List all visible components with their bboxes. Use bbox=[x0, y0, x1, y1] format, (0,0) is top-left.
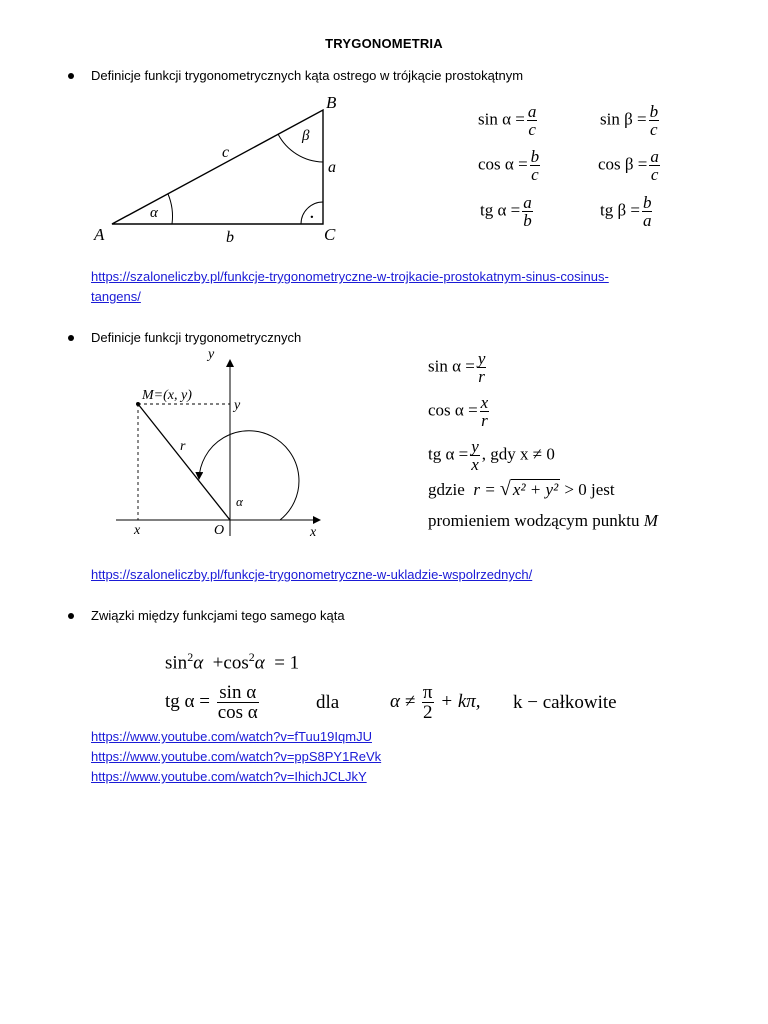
fraction bbox=[522, 194, 533, 229]
fraction bbox=[649, 103, 660, 138]
fraction bbox=[480, 394, 490, 429]
right-triangle-diagram bbox=[88, 92, 348, 252]
radius-lhs: r = bbox=[473, 480, 496, 499]
radius-condition: > 0 jest bbox=[564, 480, 615, 499]
x-axis-label: x bbox=[310, 525, 317, 538]
formula-sin-beta bbox=[600, 103, 661, 138]
formula-tg-beta bbox=[600, 194, 654, 229]
numerator: b bbox=[530, 147, 540, 166]
denominator: b bbox=[523, 211, 532, 230]
formula-lhs: tg β = bbox=[600, 200, 640, 220]
formula-lhs: sin β = bbox=[600, 109, 647, 129]
denominator: c bbox=[528, 120, 536, 139]
youtube-link-2[interactable]: https://www.youtube.com/watch?v=ppS8PY1ReVk bbox=[91, 749, 382, 764]
formula-lhs: cos α = bbox=[428, 400, 478, 420]
tangent-relation bbox=[165, 683, 261, 722]
link-coordinate-functions[interactable]: https://szaloneliczby.pl/funkcje-trygonometryczne-w-ukladzie-wspolrzednych/ bbox=[91, 567, 533, 582]
formula-sin-alpha bbox=[478, 103, 539, 138]
formula-lhs: sin α = bbox=[428, 356, 475, 376]
side-a-label: a bbox=[328, 159, 336, 176]
denominator: a bbox=[642, 211, 652, 230]
link-triangle-functions-line2[interactable]: tangens/ bbox=[91, 289, 141, 304]
y-tick-label: y bbox=[234, 398, 241, 413]
side-c-label: c bbox=[222, 144, 230, 161]
vertex-b-label: B bbox=[326, 93, 337, 112]
youtube-link-3[interactable]: https://www.youtube.com/watch?v=IhichJCLJkY bbox=[91, 769, 367, 784]
denominator: r bbox=[478, 367, 485, 386]
sin-exponent: 2 bbox=[187, 650, 194, 664]
angle-beta-label: β bbox=[302, 128, 310, 144]
fraction bbox=[649, 148, 660, 183]
k-integer-note: k − całkowite bbox=[513, 692, 617, 713]
bullet-text: Związki między funkcjami tego samego kąta bbox=[91, 608, 345, 623]
denominator: x bbox=[471, 455, 479, 474]
formula-radius-definition bbox=[428, 478, 615, 501]
origin-label: O bbox=[214, 523, 225, 538]
radius-line bbox=[138, 404, 230, 520]
numerator: y bbox=[477, 349, 486, 368]
denominator: c bbox=[531, 165, 539, 184]
cond-rhs: + kπ, bbox=[440, 690, 481, 712]
equals-one: = 1 bbox=[274, 652, 300, 674]
bullet-dot-icon bbox=[68, 613, 74, 619]
cos-term: cos bbox=[223, 652, 249, 674]
vertex-a-label: A bbox=[94, 225, 105, 244]
link-triangle-functions-line1[interactable]: https://szaloneliczby.pl/funkcje-trygonometryczne-w-trojkacie-prostokatnym-sinus-cosinus- bbox=[91, 269, 609, 284]
numerator: b bbox=[649, 102, 659, 121]
youtube-link-1[interactable]: https://www.youtube.com/watch?v=fTuu19IqmJU bbox=[91, 729, 372, 744]
formula-lhs: cos α = bbox=[478, 154, 528, 174]
fraction bbox=[642, 194, 653, 229]
formula-tg-alpha bbox=[480, 194, 535, 229]
bullet-text: Definicje funkcji trygonometrycznych bbox=[91, 330, 302, 345]
numerator: sin α bbox=[217, 683, 259, 703]
formula-lhs: sin α = bbox=[478, 109, 525, 129]
bullet-dot-icon bbox=[68, 73, 74, 79]
x-tick-label: x bbox=[134, 523, 141, 538]
formula-lhs: tg α = bbox=[480, 200, 521, 220]
formula-tg-coordinates bbox=[428, 438, 555, 473]
radius-label: r bbox=[180, 439, 186, 454]
fraction bbox=[217, 683, 259, 722]
denominator: 2 bbox=[422, 702, 433, 723]
denominator: c bbox=[650, 120, 658, 139]
radicand: x² + y² bbox=[512, 480, 559, 499]
promien-text: promieniem wodzącym punktu bbox=[428, 511, 640, 530]
point-m-label: M=(x, y) bbox=[142, 388, 192, 403]
triangle-shape bbox=[112, 110, 323, 224]
formula-sin-coordinates bbox=[428, 350, 488, 385]
plus-sign: + bbox=[212, 652, 224, 674]
angle-alpha-label: α bbox=[150, 205, 158, 221]
angle-beta-arc bbox=[278, 134, 323, 162]
angle-alpha-arc bbox=[168, 194, 173, 224]
bullet-text: Definicje funkcji trygonometrycznych kąta ostrego w trójkącie prostokątnym bbox=[91, 68, 524, 83]
formula-cos-alpha bbox=[478, 148, 542, 183]
tg-lhs: tg α = bbox=[165, 690, 210, 712]
radius-vector-description bbox=[428, 511, 658, 531]
numerator: x bbox=[480, 393, 489, 412]
page-title: TRYGONOMETRIA bbox=[325, 36, 443, 51]
numerator: a bbox=[523, 193, 532, 212]
side-b-label: b bbox=[226, 229, 234, 246]
angle-alpha-arc bbox=[199, 431, 299, 520]
numerator: a bbox=[650, 147, 659, 166]
point-m-ref: M bbox=[643, 511, 658, 530]
angle-alpha-label: α bbox=[236, 494, 243, 509]
numerator: b bbox=[642, 193, 652, 212]
numerator: y bbox=[471, 437, 479, 456]
angle-condition bbox=[390, 683, 481, 722]
point-m-dot bbox=[136, 402, 140, 406]
bullet-dot-icon bbox=[68, 335, 74, 341]
formula-cos-beta bbox=[598, 148, 662, 183]
cos-exponent: 2 bbox=[248, 650, 255, 664]
vertex-c-label: C bbox=[324, 225, 336, 244]
y-axis-label: y bbox=[208, 347, 215, 362]
sin-term: sin bbox=[165, 652, 188, 674]
coordinate-system-diagram bbox=[112, 346, 332, 538]
sqrt-sign: √ bbox=[499, 478, 511, 500]
pythagorean-identity bbox=[165, 650, 299, 674]
fraction bbox=[422, 683, 434, 722]
denominator: r bbox=[481, 411, 488, 430]
dla-label: dla bbox=[316, 692, 340, 713]
sin-angle: α bbox=[193, 652, 204, 674]
right-angle-dot: . bbox=[310, 206, 314, 222]
formula-lhs: tg α = bbox=[428, 444, 469, 464]
fraction bbox=[470, 438, 480, 473]
numerator: a bbox=[527, 102, 537, 121]
numerator: π bbox=[422, 682, 433, 703]
tg-condition: , gdy x ≠ 0 bbox=[481, 444, 555, 464]
gdzie-label: gdzie bbox=[428, 480, 465, 499]
formula-cos-coordinates bbox=[428, 394, 491, 429]
fraction bbox=[527, 103, 538, 138]
fraction bbox=[477, 350, 487, 385]
fraction bbox=[530, 148, 541, 183]
formula-lhs: cos β = bbox=[598, 154, 648, 174]
cos-angle: α bbox=[254, 652, 265, 674]
denominator: c bbox=[650, 165, 659, 184]
cond-lhs: α ≠ bbox=[390, 690, 416, 712]
denominator: cos α bbox=[217, 702, 258, 723]
